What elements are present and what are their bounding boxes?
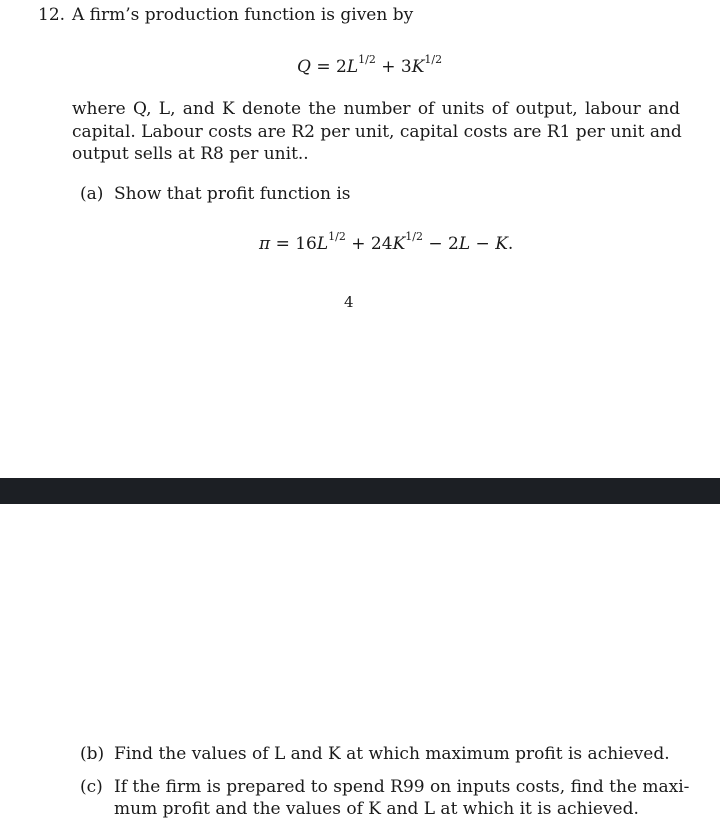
part-b-text: Find the values of L and K at which maximum profit is achieved. — [114, 744, 670, 764]
page-number: 4 — [344, 293, 354, 311]
description-line-2: capital. Labour costs are R2 per unit, capital costs are R1 per unit and — [72, 121, 682, 142]
bottom-page-section — [0, 504, 720, 838]
part-c-label: (c) — [80, 777, 103, 797]
part-a-label: (a) — [80, 184, 104, 204]
question-number: 12. — [38, 5, 66, 25]
description-line-3: output sells at R8 per unit.. — [72, 144, 309, 164]
production-function-equation: $Q = 2L^{1/2} + 3K^{1/2}$ — [297, 53, 443, 77]
part-a-text: Show that profit function is — [114, 184, 351, 204]
part-c-line-1: If the firm is prepared to spend R99 on inputs costs, find the maxi- — [114, 777, 690, 797]
page-break-divider — [0, 478, 720, 504]
question-description — [72, 98, 680, 166]
profit-function-equation: $\pi = 16L^{1/2} + 24K^{1/2} - 2L - K$. — [259, 230, 514, 254]
part-b-label: (b) — [80, 744, 105, 764]
eq-q: Q — [297, 57, 311, 77]
question-intro: A firm’s production function is given by — [72, 5, 414, 25]
part-c-line-2: mum profit and the values of K and L at which it is achieved. — [114, 799, 639, 819]
description-line-1: where Q, L, and K denote the number of units of output, labour and — [72, 99, 680, 119]
